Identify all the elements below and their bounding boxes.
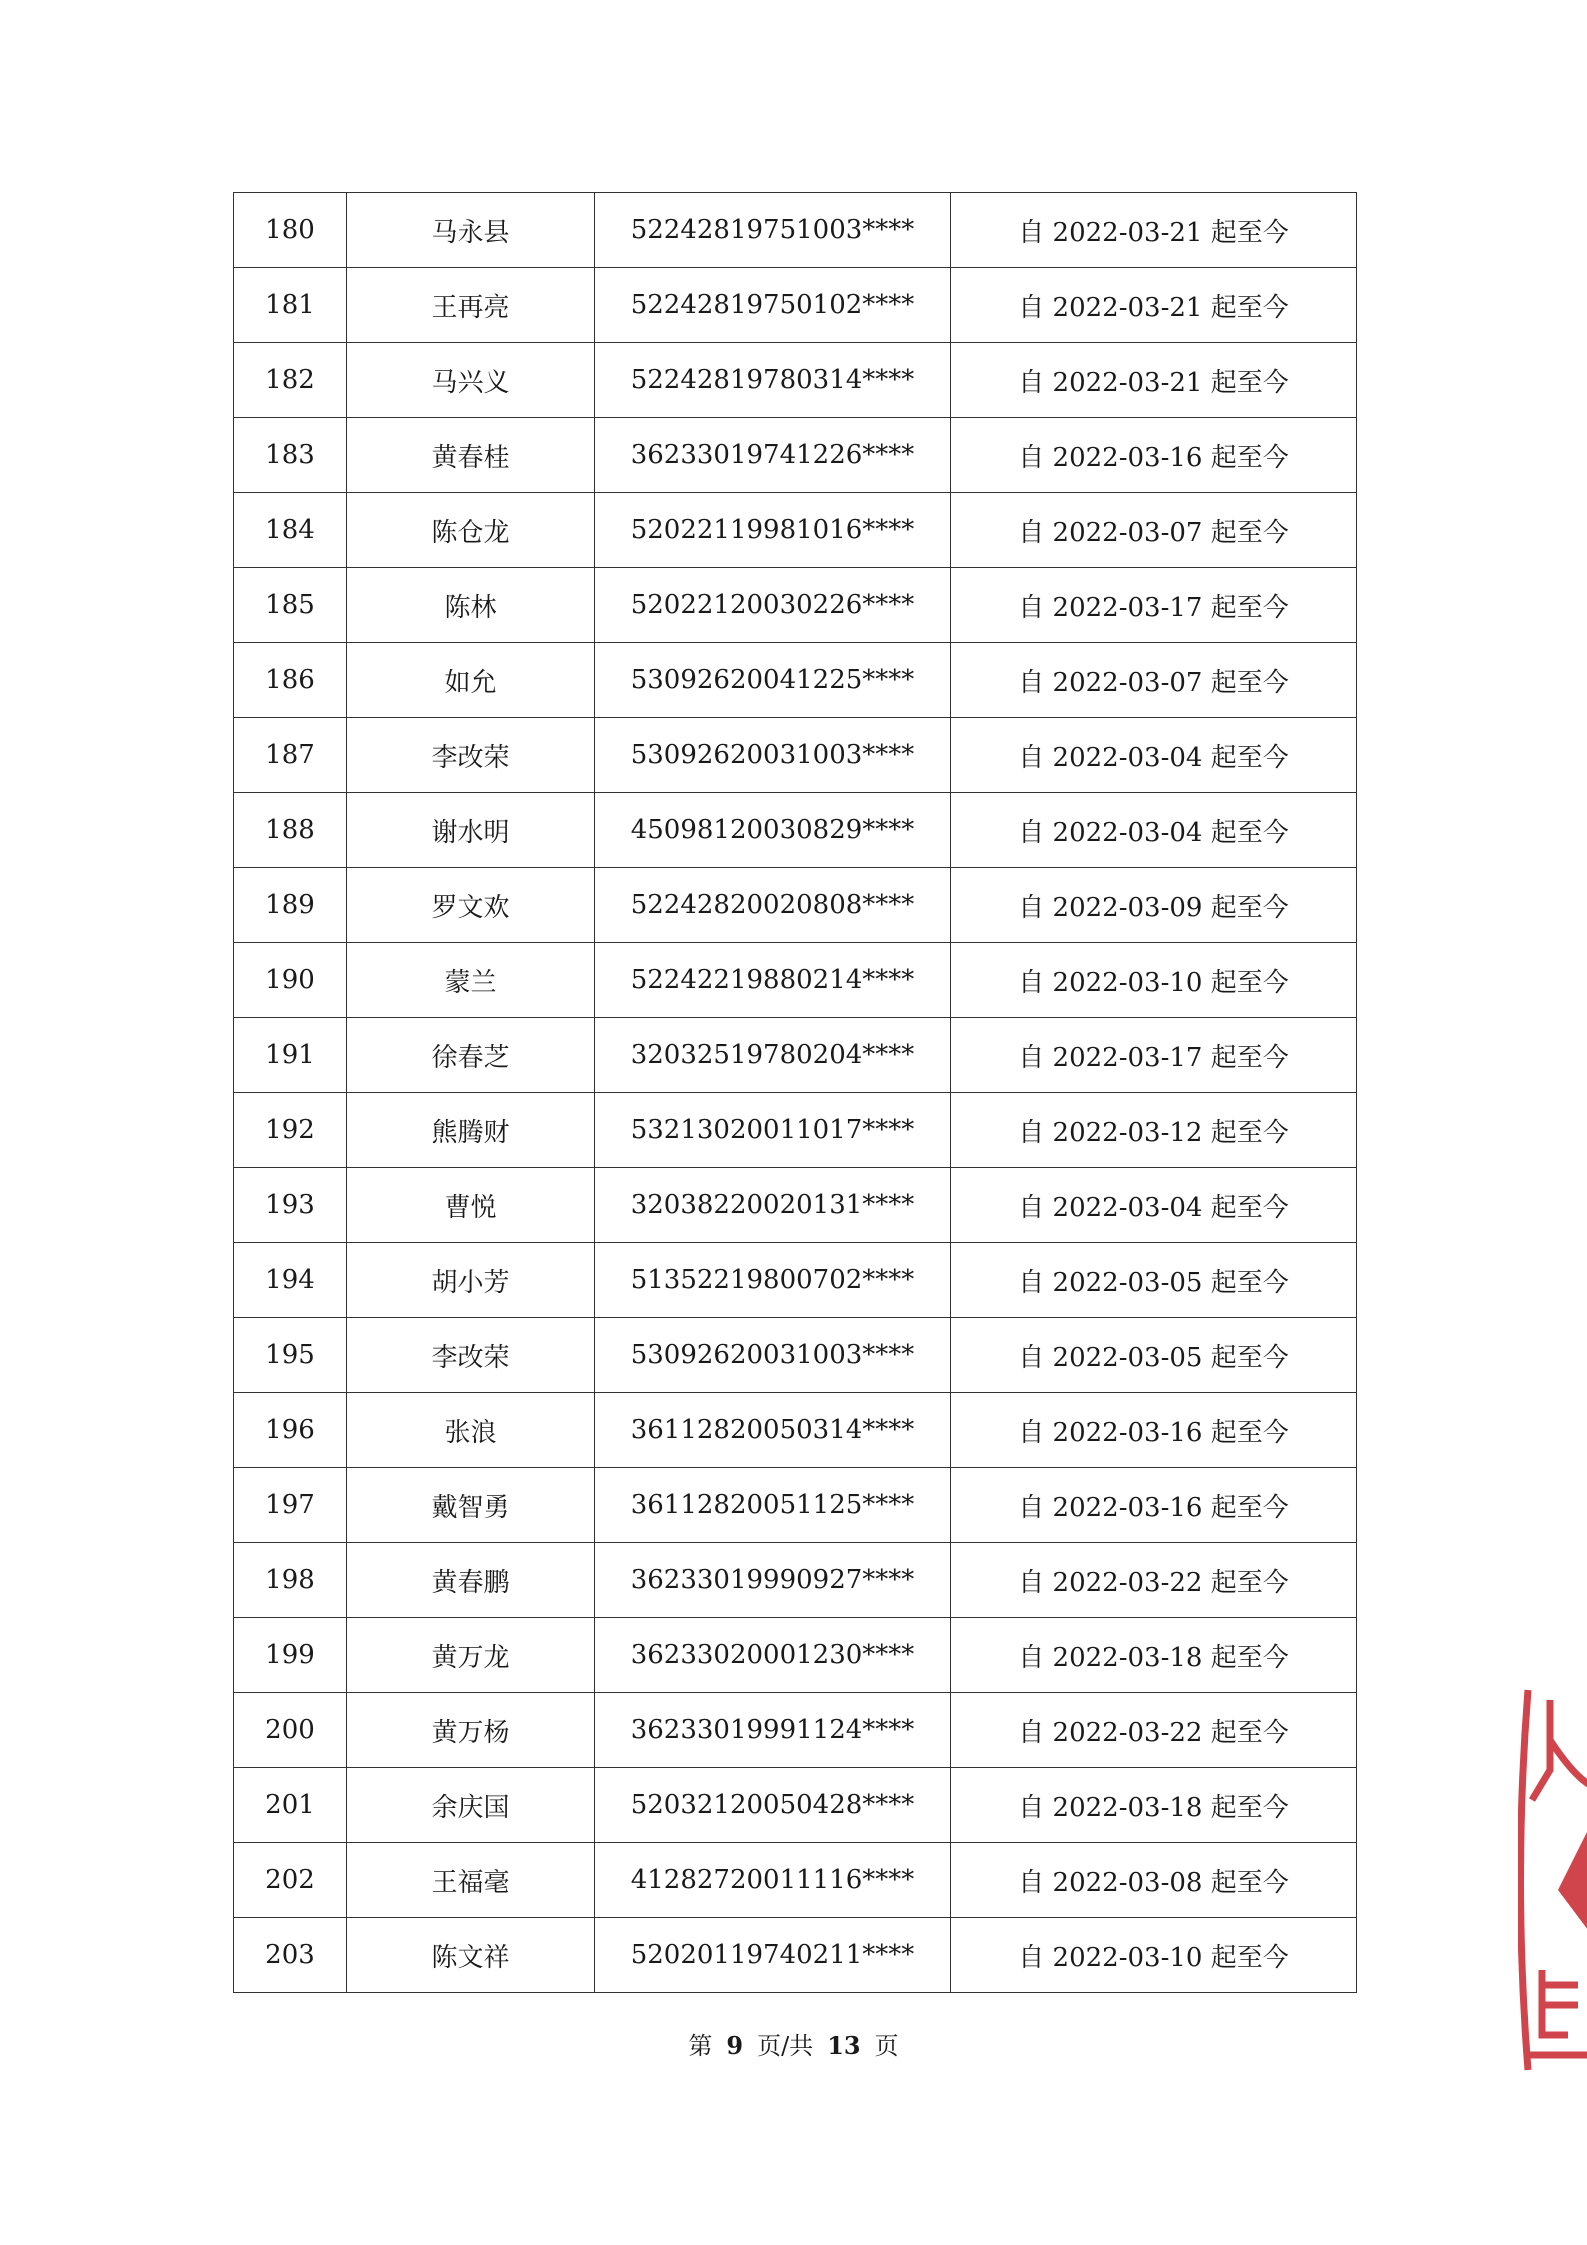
official-seal-stamp xyxy=(1518,1680,1587,2080)
enrollment-period-cell: 自 2022-03-04 起至今 xyxy=(951,1168,1357,1243)
table-row xyxy=(234,1543,1357,1618)
name-cell: 如允 xyxy=(347,643,595,718)
id-number-cell: 36233020001230**** xyxy=(595,1618,951,1693)
name-cell: 王再亮 xyxy=(347,268,595,343)
name-cell: 蒙兰 xyxy=(347,943,595,1018)
enrollment-period-cell: 自 2022-03-16 起至今 xyxy=(951,1468,1357,1543)
name-cell: 戴智勇 xyxy=(347,1468,595,1543)
enrollment-period-cell: 自 2022-03-16 起至今 xyxy=(951,1393,1357,1468)
enrollment-period-cell: 自 2022-03-21 起至今 xyxy=(951,268,1357,343)
id-number-cell: 36233019990927**** xyxy=(595,1543,951,1618)
row-number-cell: 183 xyxy=(234,418,347,493)
name-cell: 余庆国 xyxy=(347,1768,595,1843)
id-number-cell: 36112820051125**** xyxy=(595,1468,951,1543)
row-number-cell: 201 xyxy=(234,1768,347,1843)
name-cell: 马兴义 xyxy=(347,343,595,418)
id-number-cell: 52242820020808**** xyxy=(595,868,951,943)
enrollment-period-cell: 自 2022-03-21 起至今 xyxy=(951,193,1357,268)
name-cell: 陈仓龙 xyxy=(347,493,595,568)
row-number-cell: 198 xyxy=(234,1543,347,1618)
id-number-cell: 52242819750102**** xyxy=(595,268,951,343)
table-row xyxy=(234,493,1357,568)
enrollment-period-cell: 自 2022-03-22 起至今 xyxy=(951,1693,1357,1768)
table-row xyxy=(234,1693,1357,1768)
name-cell: 胡小芳 xyxy=(347,1243,595,1318)
table-row xyxy=(234,943,1357,1018)
row-number-cell: 189 xyxy=(234,868,347,943)
name-cell: 马永县 xyxy=(347,193,595,268)
row-number-cell: 181 xyxy=(234,268,347,343)
seal-glyph-1b xyxy=(1550,1740,1587,1785)
id-number-cell: 53092620041225**** xyxy=(595,643,951,718)
id-number-cell: 52242219880214**** xyxy=(595,943,951,1018)
table-row xyxy=(234,1168,1357,1243)
table-row xyxy=(234,793,1357,868)
row-number-cell: 180 xyxy=(234,193,347,268)
id-number-cell: 52020119740211**** xyxy=(595,1918,951,1993)
id-number-cell: 52022120030226**** xyxy=(595,568,951,643)
enrollment-period-cell: 自 2022-03-08 起至今 xyxy=(951,1843,1357,1918)
footer-prefix: 第 xyxy=(688,2032,713,2060)
row-number-cell: 182 xyxy=(234,343,347,418)
enrollment-period-cell: 自 2022-03-05 起至今 xyxy=(951,1318,1357,1393)
seal-glyph-2b xyxy=(1542,1985,1578,2005)
table-row xyxy=(234,1618,1357,1693)
name-cell: 谢水明 xyxy=(347,793,595,868)
footer-middle: 页/共 xyxy=(757,2032,814,2060)
table-row xyxy=(234,1318,1357,1393)
row-number-cell: 200 xyxy=(234,1693,347,1768)
row-number-cell: 195 xyxy=(234,1318,347,1393)
name-cell: 黄万杨 xyxy=(347,1693,595,1768)
name-cell: 陈林 xyxy=(347,568,595,643)
enrollment-period-cell: 自 2022-03-18 起至今 xyxy=(951,1618,1357,1693)
enrollment-period-cell: 自 2022-03-12 起至今 xyxy=(951,1093,1357,1168)
enrollment-period-cell: 自 2022-03-22 起至今 xyxy=(951,1543,1357,1618)
row-number-cell: 197 xyxy=(234,1468,347,1543)
table-row xyxy=(234,193,1357,268)
footer-suffix: 页 xyxy=(874,2032,899,2060)
name-cell: 曹悦 xyxy=(347,1168,595,1243)
enrollment-period-cell: 自 2022-03-18 起至今 xyxy=(951,1768,1357,1843)
id-number-cell: 52242819780314**** xyxy=(595,343,951,418)
row-number-cell: 185 xyxy=(234,568,347,643)
row-number-cell: 187 xyxy=(234,718,347,793)
row-number-cell: 184 xyxy=(234,493,347,568)
table-row xyxy=(234,1243,1357,1318)
row-number-cell: 203 xyxy=(234,1918,347,1993)
table-row xyxy=(234,418,1357,493)
row-number-cell: 192 xyxy=(234,1093,347,1168)
name-cell: 黄万龙 xyxy=(347,1618,595,1693)
page-footer xyxy=(0,2026,1587,2061)
seal-glyph-1 xyxy=(1532,1700,1550,1800)
row-number-cell: 190 xyxy=(234,943,347,1018)
table-row xyxy=(234,568,1357,643)
name-cell: 黄春桂 xyxy=(347,418,595,493)
name-cell: 罗文欢 xyxy=(347,868,595,943)
row-number-cell: 188 xyxy=(234,793,347,868)
id-number-cell: 52022119981016**** xyxy=(595,493,951,568)
id-number-cell: 41282720011116**** xyxy=(595,1843,951,1918)
row-number-cell: 202 xyxy=(234,1843,347,1918)
table-row xyxy=(234,343,1357,418)
row-number-cell: 186 xyxy=(234,643,347,718)
row-number-cell: 193 xyxy=(234,1168,347,1243)
table-row xyxy=(234,718,1357,793)
enrollment-period-cell: 自 2022-03-16 起至今 xyxy=(951,418,1357,493)
seal-star xyxy=(1558,1830,1587,1930)
name-cell: 黄春鹏 xyxy=(347,1543,595,1618)
table-row xyxy=(234,643,1357,718)
enrollment-period-cell: 自 2022-03-17 起至今 xyxy=(951,1018,1357,1093)
id-number-cell: 51352219800702**** xyxy=(595,1243,951,1318)
name-cell: 王福毫 xyxy=(347,1843,595,1918)
id-number-cell: 52032120050428**** xyxy=(595,1768,951,1843)
enrollment-period-cell: 自 2022-03-05 起至今 xyxy=(951,1243,1357,1318)
table-row xyxy=(234,868,1357,943)
name-cell: 张浪 xyxy=(347,1393,595,1468)
id-number-cell: 53092620031003**** xyxy=(595,718,951,793)
enrollment-period-cell: 自 2022-03-07 起至今 xyxy=(951,493,1357,568)
total-page-count: 13 xyxy=(827,2031,861,2060)
enrollment-period-cell: 自 2022-03-17 起至今 xyxy=(951,568,1357,643)
id-number-cell: 36112820050314**** xyxy=(595,1393,951,1468)
row-number-cell: 194 xyxy=(234,1243,347,1318)
table-row xyxy=(234,1768,1357,1843)
id-number-cell: 36233019741226**** xyxy=(595,418,951,493)
table-row xyxy=(234,1393,1357,1468)
id-number-cell: 36233019991124**** xyxy=(595,1693,951,1768)
enrollment-period-cell: 自 2022-03-10 起至今 xyxy=(951,943,1357,1018)
id-number-cell: 32038220020131**** xyxy=(595,1168,951,1243)
enrollment-period-cell: 自 2022-03-21 起至今 xyxy=(951,343,1357,418)
id-number-cell: 32032519780204**** xyxy=(595,1018,951,1093)
table-row xyxy=(234,1843,1357,1918)
current-page-number: 9 xyxy=(726,2031,744,2060)
table-row xyxy=(234,1468,1357,1543)
id-number-cell: 52242819751003**** xyxy=(595,193,951,268)
enrollment-period-cell: 自 2022-03-09 起至今 xyxy=(951,868,1357,943)
table-row xyxy=(234,268,1357,343)
enrollment-period-cell: 自 2022-03-07 起至今 xyxy=(951,643,1357,718)
row-number-cell: 196 xyxy=(234,1393,347,1468)
roster-table-body xyxy=(234,193,1357,1993)
row-number-cell: 199 xyxy=(234,1618,347,1693)
enrollment-period-cell: 自 2022-03-04 起至今 xyxy=(951,793,1357,868)
table-row xyxy=(234,1018,1357,1093)
table-row xyxy=(234,1918,1357,1993)
name-cell: 李改荣 xyxy=(347,1318,595,1393)
seal-ring xyxy=(1521,1690,1529,2070)
roster-table xyxy=(233,192,1357,1993)
name-cell: 李改荣 xyxy=(347,718,595,793)
row-number-cell: 191 xyxy=(234,1018,347,1093)
id-number-cell: 53092620031003**** xyxy=(595,1318,951,1393)
name-cell: 陈文祥 xyxy=(347,1918,595,1993)
id-number-cell: 45098120030829**** xyxy=(595,793,951,868)
name-cell: 熊腾财 xyxy=(347,1093,595,1168)
name-cell: 徐春芝 xyxy=(347,1018,595,1093)
enrollment-period-cell: 自 2022-03-04 起至今 xyxy=(951,718,1357,793)
id-number-cell: 53213020011017**** xyxy=(595,1093,951,1168)
table-row xyxy=(234,1093,1357,1168)
enrollment-period-cell: 自 2022-03-10 起至今 xyxy=(951,1918,1357,1993)
